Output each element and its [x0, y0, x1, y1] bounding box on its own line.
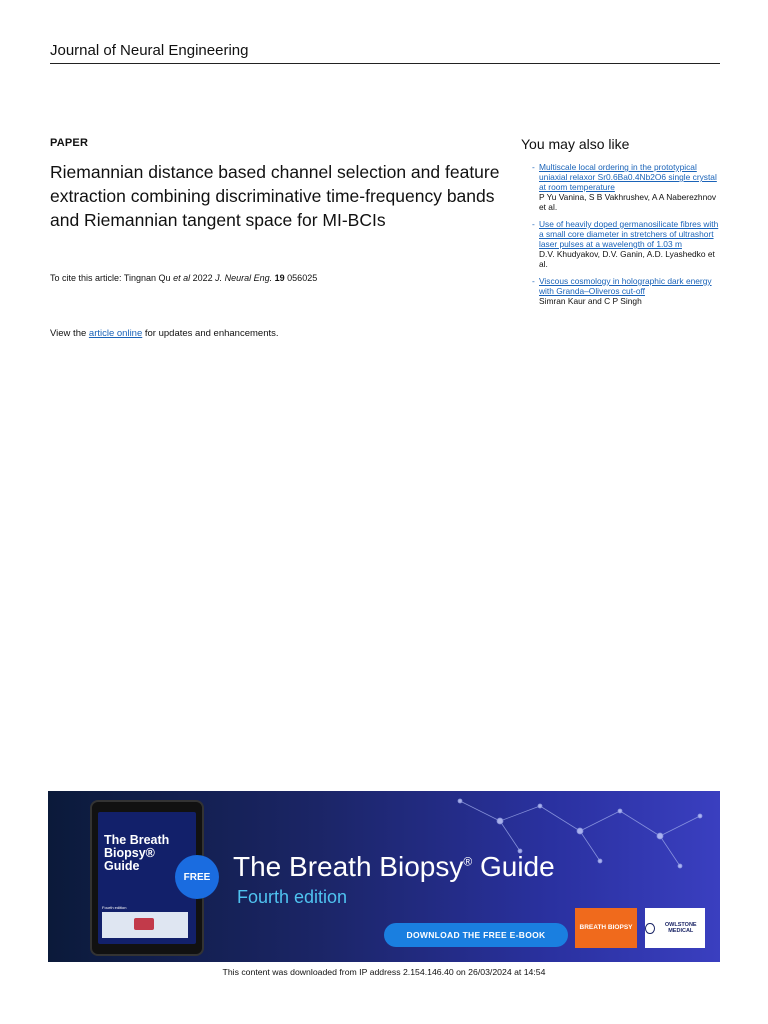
article-title: Riemannian distance based channel selection and feature extraction combining discriminative time-frequency bands and Riemannian tangent space for MI-BCIs [50, 162, 500, 230]
ebook-cover-title: The Breath Biopsy® Guide [104, 833, 170, 873]
cite-etal: et al [173, 273, 191, 283]
view-online [50, 328, 279, 339]
related-authors: P Yu Vanina, S B Vakhrushev, A A Naberezhnov et al. [539, 192, 717, 212]
registered-mark: ® [463, 854, 473, 869]
related-link[interactable]: Multiscale local ordering in the prototypical uniaxial relaxor Sr0.6Ba0.4Nb2O6 single crystal at room temperature [539, 162, 717, 192]
related-item [532, 219, 724, 269]
banner-title [233, 851, 555, 883]
owlstone-label: OWLSTONE MEDICAL [664, 922, 697, 934]
owlstone-medical-logo [645, 908, 705, 948]
paper-label: PAPER [50, 137, 89, 149]
cite-article: 056025 [284, 273, 318, 283]
cite-volume: 19 [274, 273, 285, 283]
journal-name: Journal of Neural Engineering [50, 42, 249, 59]
view-prefix: View the [50, 328, 89, 339]
banner-subtitle: Fourth edition [237, 887, 348, 907]
related-list [532, 162, 724, 313]
banner-title-end: Guide [472, 851, 555, 882]
related-authors: Simran Kaur and C P Singh [539, 296, 642, 306]
cite-year: 2022 [190, 273, 216, 283]
article-online-link[interactable]: article online [88, 328, 143, 339]
view-suffix: for updates and enhancements. [142, 328, 279, 339]
banner-title-text: The Breath Biopsy [233, 851, 464, 882]
related-authors: D.V. Khudyakov, D.V. Ganin, A.D. Lyashedko et al. [539, 249, 715, 269]
cite-prefix: To cite this article: Tingnan Qu [50, 273, 174, 283]
owl-icon [645, 923, 655, 934]
related-item [532, 162, 724, 212]
related-link[interactable]: Viscous cosmology in holographic dark energy with Granda–Oliveros cut-off [539, 276, 712, 296]
citation [50, 273, 317, 283]
cite-journal: J. Neural Eng. [215, 273, 273, 283]
advert-banner[interactable] [48, 791, 720, 962]
download-ebook-button[interactable]: DOWNLOAD THE FREE E-BOOK [384, 923, 568, 947]
free-badge: FREE [175, 855, 219, 899]
list-dash: - [532, 276, 535, 286]
list-dash: - [532, 219, 535, 229]
list-dash: - [532, 162, 535, 172]
download-footer: This content was downloaded from IP address 2.154.146.40 on 26/03/2024 at 14:54 [222, 967, 546, 977]
related-heading: You may also like [521, 136, 630, 152]
related-item [532, 276, 724, 306]
breath-biopsy-logo: BREATH BIOPSY [575, 908, 637, 948]
ebook-cover-device [134, 918, 154, 930]
related-link[interactable]: Use of heavily doped germanosilicate fibres with a small core diameter in stretchers of ultrashort laser pulses at a wavelength of 1.03 m [539, 219, 719, 249]
header-rule [50, 63, 720, 64]
ebook-cover-edition: Fourth edition [102, 905, 127, 910]
